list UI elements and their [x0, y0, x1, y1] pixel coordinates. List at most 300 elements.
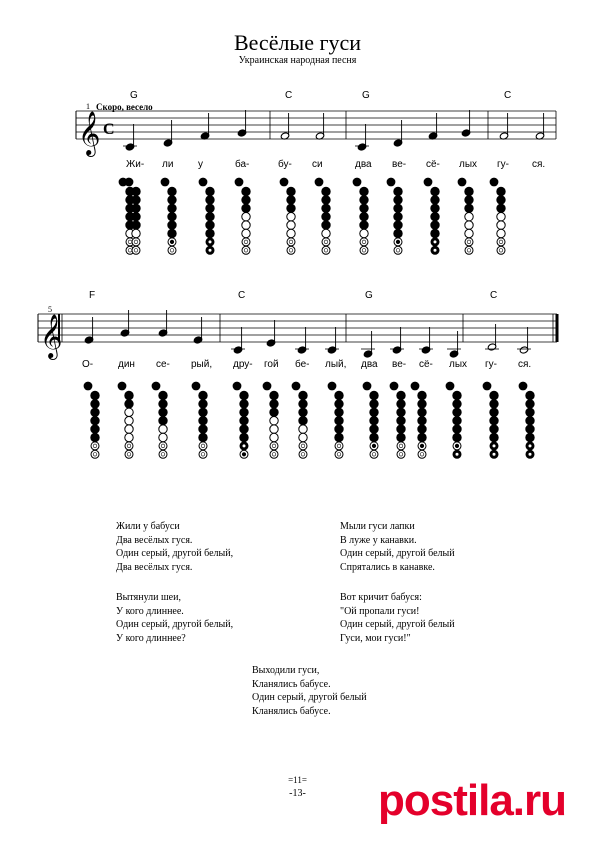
- lyric-syllable: бе-: [295, 359, 310, 370]
- verse-line: У кого длиннее.: [116, 605, 184, 617]
- hole-icon: [91, 400, 99, 408]
- hole-icon: [270, 391, 278, 399]
- lyric-syllable: се-: [156, 359, 170, 370]
- hole-icon: [242, 187, 250, 195]
- hole-icon: [208, 249, 212, 253]
- hole-icon: [287, 213, 295, 221]
- hole-icon: [453, 425, 461, 433]
- hole-icon: [132, 187, 140, 195]
- thumb-hole-icon: [424, 178, 433, 187]
- fingering-chart: [263, 382, 279, 459]
- hole-icon: [242, 196, 250, 204]
- hole-icon: [240, 433, 248, 441]
- thumb-hole-icon: [233, 382, 242, 391]
- hole-icon: [287, 187, 295, 195]
- chord-symbol: C: [490, 290, 498, 301]
- verse-line: Гуси, мои гуси!": [340, 632, 411, 644]
- hole-icon: [91, 425, 99, 433]
- hole-icon: [199, 425, 207, 433]
- hole-icon: [396, 240, 400, 244]
- lyric-syllable: лый,: [325, 359, 347, 370]
- hole-icon: [455, 453, 459, 457]
- hole-icon: [397, 391, 405, 399]
- hole-icon: [125, 433, 133, 441]
- hole-icon: [431, 221, 439, 229]
- thumb-hole-icon: [125, 178, 134, 187]
- measure-number: 1: [86, 102, 90, 111]
- hole-icon: [272, 453, 276, 457]
- lyric-syllable: рый,: [191, 359, 213, 370]
- watermark-logo: postila.ru: [378, 776, 567, 825]
- hole-icon: [322, 229, 330, 237]
- thumb-hole-icon: [118, 382, 127, 391]
- tempo-marking: Скоро, весело: [96, 102, 153, 112]
- fingering-chart: [118, 382, 134, 459]
- hole-icon: [132, 221, 140, 229]
- hole-icon: [397, 433, 405, 441]
- lyric-syllable: ся.: [532, 159, 546, 170]
- hole-icon: [399, 453, 403, 457]
- hole-icon: [299, 417, 307, 425]
- hole-icon: [132, 229, 140, 237]
- fingering-chart: [235, 178, 251, 255]
- verse-2: [340, 520, 455, 574]
- fingering-chart: [328, 382, 344, 459]
- page-title: Весёлые гуси: [233, 30, 362, 55]
- fingering-chart: [446, 382, 462, 459]
- thumb-hole-icon: [315, 178, 324, 187]
- hole-icon: [497, 187, 505, 195]
- thumb-hole-icon: [363, 382, 372, 391]
- hole-icon: [170, 240, 174, 244]
- hole-icon: [394, 196, 402, 204]
- verse-line: Два весёлых гуся.: [116, 561, 193, 573]
- lyric-syllable: О-: [82, 359, 94, 370]
- hole-icon: [497, 196, 505, 204]
- hole-icon: [360, 213, 368, 221]
- chord-symbol: C: [238, 290, 246, 301]
- hole-icon: [324, 249, 328, 253]
- hole-icon: [418, 425, 426, 433]
- lyric-syllable: гу-: [485, 359, 497, 370]
- lyric-syllable: ве-: [392, 359, 407, 370]
- hole-icon: [397, 425, 405, 433]
- verse-line: Вот кричит бабуся:: [340, 592, 422, 603]
- hole-icon: [324, 240, 328, 244]
- fingering-chart: [84, 382, 100, 459]
- verse-line: Один серый, другой белый: [340, 619, 455, 630]
- hole-icon: [394, 229, 402, 237]
- hole-icon: [433, 240, 437, 244]
- fingering-chart: [315, 178, 331, 255]
- thumb-hole-icon: [199, 178, 208, 187]
- hole-icon: [91, 391, 99, 399]
- hole-icon: [337, 453, 341, 457]
- hole-icon: [397, 408, 405, 416]
- hole-icon: [206, 229, 214, 237]
- hole-icon: [132, 196, 140, 204]
- thumb-hole-icon: [84, 382, 93, 391]
- lyric-syllable: лых: [449, 359, 468, 370]
- hole-icon: [335, 433, 343, 441]
- hole-icon: [270, 433, 278, 441]
- footer-code: =11=: [288, 775, 307, 785]
- thumb-hole-icon: [446, 382, 455, 391]
- fingering-chart: [353, 178, 369, 255]
- hole-icon: [168, 196, 176, 204]
- hole-icon: [206, 204, 214, 212]
- lyric-syllable: гой: [264, 359, 279, 370]
- fingering-chart: [152, 382, 168, 459]
- hole-icon: [490, 400, 498, 408]
- hole-icon: [335, 391, 343, 399]
- hole-icon: [465, 204, 473, 212]
- hole-icon: [431, 187, 439, 195]
- hole-icon: [287, 196, 295, 204]
- hole-icon: [335, 400, 343, 408]
- hole-icon: [335, 408, 343, 416]
- thumb-hole-icon: [390, 382, 399, 391]
- hole-icon: [161, 444, 165, 448]
- hole-icon: [199, 408, 207, 416]
- lyric-syllable: ли: [162, 159, 174, 170]
- verse-line: Один серый, другой белый: [252, 692, 367, 703]
- hole-icon: [201, 444, 205, 448]
- verse-1: [116, 520, 233, 574]
- hole-icon: [128, 249, 132, 253]
- hole-icon: [394, 187, 402, 195]
- hole-icon: [370, 425, 378, 433]
- hole-icon: [394, 221, 402, 229]
- hole-icon: [490, 391, 498, 399]
- hole-icon: [240, 400, 248, 408]
- hole-icon: [299, 408, 307, 416]
- thumb-hole-icon: [353, 178, 362, 187]
- fingering-chart: [424, 178, 440, 255]
- hole-icon: [322, 196, 330, 204]
- hole-icon: [465, 221, 473, 229]
- hole-icon: [362, 249, 366, 253]
- verse-line: Спрятались в канавке.: [340, 561, 435, 573]
- hole-icon: [299, 391, 307, 399]
- verse-line: Мыли гуси лапки: [340, 521, 415, 532]
- hole-icon: [125, 400, 133, 408]
- hole-icon: [322, 204, 330, 212]
- hole-icon: [492, 453, 496, 457]
- hole-icon: [420, 444, 424, 448]
- hole-icon: [418, 400, 426, 408]
- hole-icon: [418, 433, 426, 441]
- hole-icon: [132, 204, 140, 212]
- hole-icon: [127, 453, 131, 457]
- hole-icon: [467, 249, 471, 253]
- hole-icon: [168, 213, 176, 221]
- hole-icon: [91, 408, 99, 416]
- hole-icon: [244, 240, 248, 244]
- hole-icon: [397, 417, 405, 425]
- verse-line: "Ой пропали гуси!: [340, 605, 420, 617]
- fingering-chart: [390, 382, 406, 459]
- fingering-chart: [192, 382, 208, 459]
- hole-icon: [490, 425, 498, 433]
- hole-icon: [289, 240, 293, 244]
- verse-line: В луже у канавки.: [340, 534, 417, 546]
- thumb-hole-icon: [192, 382, 201, 391]
- hole-icon: [497, 204, 505, 212]
- hole-icon: [299, 400, 307, 408]
- thumb-hole-icon: [387, 178, 396, 187]
- page-subtitle: Украинская народная песня: [238, 55, 357, 66]
- hole-icon: [397, 400, 405, 408]
- fingering-chart: [519, 382, 535, 459]
- hole-icon: [370, 400, 378, 408]
- verse-3: [116, 591, 233, 645]
- fingering-chart: [280, 178, 296, 255]
- verse-line: Один серый, другой белый: [340, 548, 455, 559]
- hole-icon: [128, 240, 132, 244]
- hole-icon: [125, 425, 133, 433]
- hole-icon: [93, 444, 97, 448]
- hole-icon: [125, 417, 133, 425]
- hole-icon: [528, 453, 532, 457]
- chord-symbol: C: [504, 90, 512, 101]
- verse-4: [340, 591, 455, 645]
- lyric-syllable: сё-: [426, 159, 440, 170]
- verse-line: Один серый, другой белый,: [116, 619, 234, 630]
- hole-icon: [242, 444, 246, 448]
- hole-icon: [526, 425, 534, 433]
- thumb-hole-icon: [519, 382, 528, 391]
- verse-line: Один серый, другой белый,: [116, 548, 234, 559]
- hole-icon: [431, 204, 439, 212]
- hole-icon: [125, 408, 133, 416]
- hole-icon: [93, 453, 97, 457]
- hole-icon: [322, 187, 330, 195]
- hole-icon: [467, 240, 471, 244]
- lyric-syllable: Жи-: [126, 159, 145, 170]
- hole-icon: [453, 408, 461, 416]
- hole-icon: [168, 187, 176, 195]
- hole-icon: [455, 444, 459, 448]
- hole-icon: [526, 391, 534, 399]
- lyric-syllable: сё-: [419, 359, 433, 370]
- hole-icon: [199, 391, 207, 399]
- verse-line: Выходили гуси,: [252, 665, 320, 676]
- hole-icon: [199, 417, 207, 425]
- fingering-chart: [490, 178, 506, 255]
- hole-icon: [394, 213, 402, 221]
- lyric-syllable: ся.: [518, 359, 532, 370]
- hole-icon: [431, 196, 439, 204]
- hole-icon: [497, 221, 505, 229]
- hole-icon: [270, 417, 278, 425]
- verse-line: Вытянули шеи,: [116, 592, 181, 603]
- hole-icon: [362, 240, 366, 244]
- hole-icon: [161, 453, 165, 457]
- thumb-hole-icon: [292, 382, 301, 391]
- hole-icon: [453, 433, 461, 441]
- lyric-syllable: бу-: [278, 159, 292, 170]
- hole-icon: [420, 453, 424, 457]
- hole-icon: [370, 391, 378, 399]
- hole-icon: [399, 444, 403, 448]
- thumb-hole-icon: [458, 178, 467, 187]
- hole-icon: [322, 221, 330, 229]
- hole-icon: [242, 229, 250, 237]
- hole-icon: [240, 425, 248, 433]
- hole-icon: [301, 453, 305, 457]
- hole-icon: [360, 187, 368, 195]
- hole-icon: [199, 400, 207, 408]
- thumb-hole-icon: [263, 382, 272, 391]
- verse-line: Кланялись бабусе.: [252, 705, 331, 717]
- hole-icon: [206, 213, 214, 221]
- fingering-chart: [233, 382, 249, 459]
- hole-icon: [526, 417, 534, 425]
- verse-line: У кого длиннее?: [116, 632, 186, 644]
- thumb-hole-icon: [235, 178, 244, 187]
- hole-icon: [132, 213, 140, 221]
- hole-icon: [287, 204, 295, 212]
- verse-line: Жили у бабуси: [116, 521, 180, 532]
- hole-icon: [335, 417, 343, 425]
- hole-icon: [370, 408, 378, 416]
- fingering-chart: [387, 178, 403, 255]
- hole-icon: [301, 444, 305, 448]
- treble-clef-icon: 𝄞: [78, 111, 101, 155]
- fingering-chart: [161, 178, 177, 255]
- fingering-chart: [411, 382, 427, 459]
- hole-icon: [270, 408, 278, 416]
- thumb-hole-icon: [483, 382, 492, 391]
- hole-icon: [370, 417, 378, 425]
- hole-icon: [134, 240, 138, 244]
- hole-icon: [206, 221, 214, 229]
- hole-icon: [206, 196, 214, 204]
- hole-icon: [91, 417, 99, 425]
- thumb-hole-icon: [280, 178, 289, 187]
- fingering-chart: [458, 178, 474, 255]
- hole-icon: [168, 221, 176, 229]
- hole-icon: [168, 204, 176, 212]
- hole-icon: [159, 400, 167, 408]
- lyric-syllable: у: [198, 159, 203, 170]
- verse-5: [252, 664, 367, 718]
- hole-icon: [242, 453, 246, 457]
- hole-icon: [337, 444, 341, 448]
- hole-icon: [394, 204, 402, 212]
- fingering-chart: [292, 382, 308, 459]
- verse-line: Два весёлых гуся.: [116, 534, 193, 546]
- hole-icon: [289, 249, 293, 253]
- hole-icon: [396, 249, 400, 253]
- hole-icon: [372, 444, 376, 448]
- fingering-chart: [199, 178, 215, 255]
- hole-icon: [240, 417, 248, 425]
- thumb-hole-icon: [411, 382, 420, 391]
- lyric-syllable: два: [355, 159, 372, 170]
- hole-icon: [242, 204, 250, 212]
- time-signature: C: [103, 121, 115, 138]
- hole-icon: [433, 249, 437, 253]
- hole-icon: [465, 229, 473, 237]
- hole-icon: [360, 221, 368, 229]
- hole-icon: [465, 196, 473, 204]
- hole-icon: [270, 400, 278, 408]
- page-number: -13-: [289, 788, 306, 799]
- lyric-syllable: ве-: [392, 159, 407, 170]
- hole-icon: [242, 221, 250, 229]
- hole-icon: [418, 417, 426, 425]
- hole-icon: [199, 433, 207, 441]
- hole-icon: [127, 444, 131, 448]
- lyric-syllable: дин: [118, 359, 135, 370]
- hole-icon: [335, 425, 343, 433]
- hole-icon: [431, 229, 439, 237]
- treble-clef-icon: 𝄞: [40, 314, 63, 358]
- lyric-syllable: ба-: [235, 159, 250, 170]
- lyric-syllable: гу-: [497, 159, 509, 170]
- hole-icon: [287, 221, 295, 229]
- thumb-hole-icon: [161, 178, 170, 187]
- hole-icon: [465, 213, 473, 221]
- hole-icon: [526, 433, 534, 441]
- hole-icon: [453, 391, 461, 399]
- hole-icon: [453, 417, 461, 425]
- fingering-chart: [483, 382, 499, 459]
- fingering-chart: [363, 382, 379, 459]
- hole-icon: [240, 408, 248, 416]
- hole-icon: [159, 391, 167, 399]
- hole-icon: [372, 453, 376, 457]
- hole-icon: [242, 213, 250, 221]
- hole-icon: [497, 229, 505, 237]
- hole-icon: [497, 213, 505, 221]
- hole-icon: [465, 187, 473, 195]
- chord-symbol: C: [285, 90, 293, 101]
- hole-icon: [453, 400, 461, 408]
- thumb-hole-icon: [328, 382, 337, 391]
- lyric-syllable: лых: [459, 159, 478, 170]
- hole-icon: [240, 391, 248, 399]
- hole-icon: [134, 249, 138, 253]
- lyric-syllable: си: [312, 159, 323, 170]
- hole-icon: [159, 425, 167, 433]
- verse-line: Кланялись бабусе.: [252, 678, 331, 690]
- chord-symbol: G: [365, 290, 373, 301]
- chord-symbol: G: [130, 90, 138, 101]
- hole-icon: [159, 433, 167, 441]
- hole-icon: [159, 408, 167, 416]
- hole-icon: [168, 229, 176, 237]
- hole-icon: [370, 433, 378, 441]
- hole-icon: [299, 425, 307, 433]
- hole-icon: [499, 240, 503, 244]
- hole-icon: [490, 408, 498, 416]
- hole-icon: [270, 425, 278, 433]
- hole-icon: [526, 400, 534, 408]
- hole-icon: [499, 249, 503, 253]
- hole-icon: [431, 213, 439, 221]
- hole-icon: [360, 204, 368, 212]
- hole-icon: [299, 433, 307, 441]
- hole-icon: [418, 391, 426, 399]
- lyric-syllable: дру-: [233, 359, 253, 370]
- hole-icon: [272, 444, 276, 448]
- measure-number: 5: [48, 305, 52, 314]
- hole-icon: [201, 453, 205, 457]
- hole-icon: [206, 187, 214, 195]
